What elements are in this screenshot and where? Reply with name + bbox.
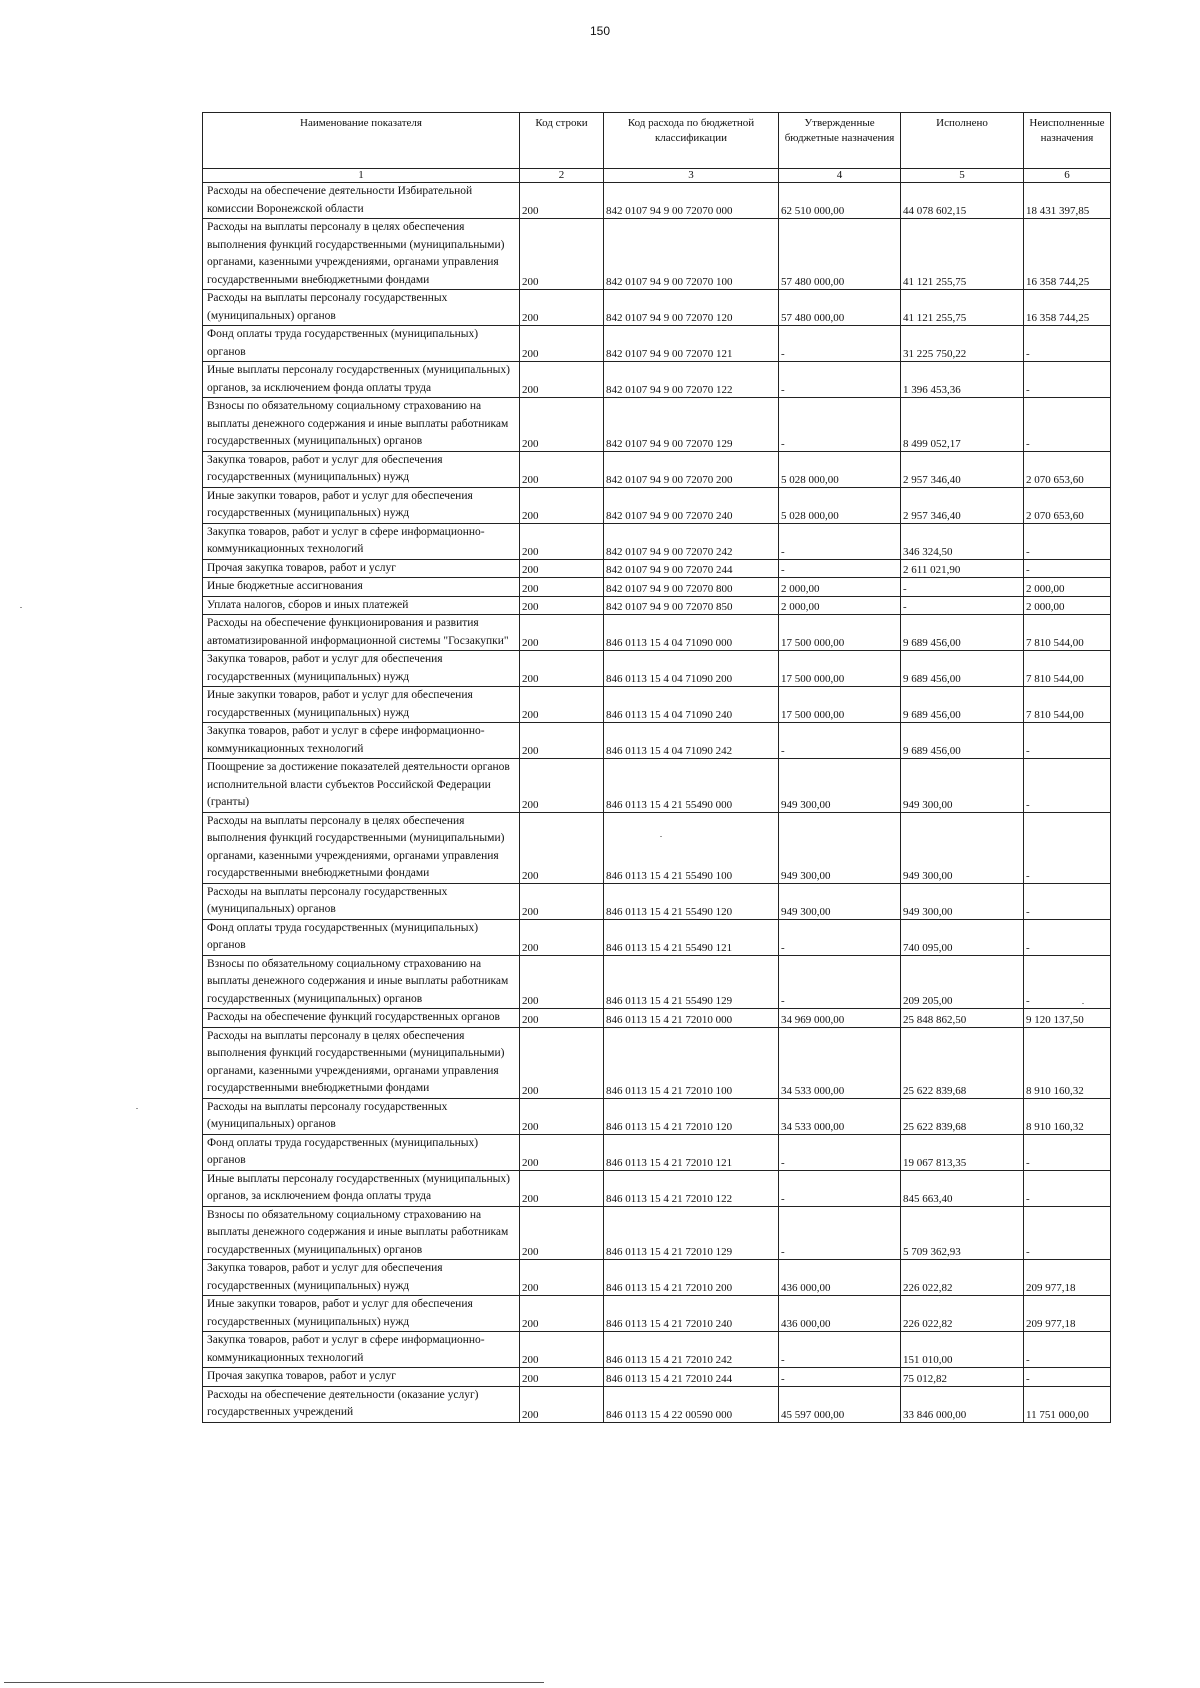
row-executed: 31 225 750,22 (901, 326, 1024, 362)
row-budget-code: 842 0107 94 9 00 72070 244 (604, 559, 779, 578)
row-name: Расходы на выплаты персоналу в целях обеспечения выполнения функций государственными (муниципальными) органами, казенными учреждениями, органами управления государственными внебюджетными фондами (203, 1027, 520, 1098)
row-approved: 17 500 000,00 (779, 615, 901, 651)
row-approved: - (779, 326, 901, 362)
header-line-code: Код строки (520, 113, 604, 169)
scan-speck (1082, 1003, 1084, 1004)
row-executed: 949 300,00 (901, 812, 1024, 883)
expenditure-table (202, 112, 1111, 1423)
table-row (203, 1098, 1111, 1134)
row-executed: 2 957 346,40 (901, 451, 1024, 487)
table-row (203, 1009, 1111, 1028)
row-executed: 9 689 456,00 (901, 615, 1024, 651)
row-line-code: 200 (520, 1260, 604, 1296)
row-executed: 845 663,40 (901, 1170, 1024, 1206)
column-number: 3 (604, 169, 779, 183)
table-row (203, 290, 1111, 326)
row-budget-code: 842 0107 94 9 00 72070 850 (604, 596, 779, 615)
row-name: Фонд оплаты труда государственных (муниципальных) органов (203, 326, 520, 362)
row-executed: 25 848 862,50 (901, 1009, 1024, 1028)
row-unexecuted: 7 810 544,00 (1024, 687, 1111, 723)
row-approved: - (779, 1368, 901, 1387)
row-line-code: 200 (520, 1386, 604, 1422)
table-row (203, 759, 1111, 813)
row-name: Закупка товаров, работ и услуг для обеспечения государственных (муниципальных) нужд (203, 651, 520, 687)
row-budget-code: 846 0113 15 4 21 72010 100 (604, 1027, 779, 1098)
row-line-code: 200 (520, 183, 604, 219)
row-budget-code: 846 0113 15 4 04 71090 200 (604, 651, 779, 687)
row-unexecuted: - (1024, 1368, 1111, 1387)
table-body (203, 183, 1111, 1423)
row-line-code: 200 (520, 219, 604, 290)
table-row (203, 615, 1111, 651)
row-line-code: 200 (520, 1134, 604, 1170)
row-line-code: 200 (520, 1027, 604, 1098)
row-budget-code: 846 0113 15 4 21 72010 242 (604, 1332, 779, 1368)
row-approved: 17 500 000,00 (779, 651, 901, 687)
row-name: Расходы на обеспечение деятельности Избирательной комиссии Воронежской области (203, 183, 520, 219)
table-row (203, 362, 1111, 398)
row-unexecuted: - (1024, 955, 1111, 1009)
page-number: 150 (589, 24, 611, 38)
row-approved: 34 533 000,00 (779, 1027, 901, 1098)
row-executed: 75 012,82 (901, 1368, 1024, 1387)
row-name: Иные закупки товаров, работ и услуг для обеспечения государственных (муниципальных) нужд (203, 687, 520, 723)
row-budget-code: 846 0113 15 4 21 72010 244 (604, 1368, 779, 1387)
table-row (203, 451, 1111, 487)
row-executed: 9 689 456,00 (901, 687, 1024, 723)
row-name: Фонд оплаты труда государственных (муниципальных) органов (203, 1134, 520, 1170)
row-unexecuted: - (1024, 723, 1111, 759)
row-executed: 209 205,00 (901, 955, 1024, 1009)
row-line-code: 200 (520, 759, 604, 813)
row-unexecuted: 2 070 653,60 (1024, 451, 1111, 487)
table-row (203, 883, 1111, 919)
row-line-code: 200 (520, 1332, 604, 1368)
row-approved: 949 300,00 (779, 883, 901, 919)
table-row (203, 1027, 1111, 1098)
row-name: Расходы на выплаты персоналу государственных (муниципальных) органов (203, 290, 520, 326)
row-executed: 740 095,00 (901, 919, 1024, 955)
row-unexecuted: 2 070 653,60 (1024, 487, 1111, 523)
column-number: 1 (203, 169, 520, 183)
bottom-rule (4, 1682, 544, 1683)
row-budget-code: 846 0113 15 4 21 72010 120 (604, 1098, 779, 1134)
row-name: Закупка товаров, работ и услуг в сфере информационно-коммуникационных технологий (203, 523, 520, 559)
row-executed: 226 022,82 (901, 1296, 1024, 1332)
row-executed: 1 396 453,36 (901, 362, 1024, 398)
row-unexecuted: - (1024, 883, 1111, 919)
row-budget-code: 846 0113 15 4 21 72010 000 (604, 1009, 779, 1028)
row-executed: 949 300,00 (901, 883, 1024, 919)
row-approved: 2 000,00 (779, 578, 901, 597)
row-name: Расходы на выплаты персоналу в целях обеспечения выполнения функций государственными (муниципальными) органами, казенными учреждениями, органами управления государственными внебюджетными фондами (203, 812, 520, 883)
row-executed: 949 300,00 (901, 759, 1024, 813)
table-row (203, 1386, 1111, 1422)
row-unexecuted: 18 431 397,85 (1024, 183, 1111, 219)
row-line-code: 200 (520, 615, 604, 651)
row-approved: 436 000,00 (779, 1296, 901, 1332)
column-number: 5 (901, 169, 1024, 183)
row-executed: 44 078 602,15 (901, 183, 1024, 219)
row-budget-code: 842 0107 94 9 00 72070 121 (604, 326, 779, 362)
row-name: Иные выплаты персоналу государственных (муниципальных) органов, за исключением фонда оплаты труда (203, 362, 520, 398)
row-approved: - (779, 1332, 901, 1368)
row-line-code: 200 (520, 687, 604, 723)
row-name: Иные закупки товаров, работ и услуг для обеспечения государственных (муниципальных) нужд (203, 487, 520, 523)
table-row (203, 1170, 1111, 1206)
row-unexecuted: 9 120 137,50 (1024, 1009, 1111, 1028)
row-executed: 5 709 362,93 (901, 1206, 1024, 1260)
row-unexecuted: - (1024, 919, 1111, 955)
table-row (203, 326, 1111, 362)
table-row (203, 523, 1111, 559)
header-row (203, 113, 1111, 169)
row-name: Закупка товаров, работ и услуг для обеспечения государственных (муниципальных) нужд (203, 451, 520, 487)
row-executed: 25 622 839,68 (901, 1098, 1024, 1134)
row-name: Прочая закупка товаров, работ и услуг (203, 1368, 520, 1387)
row-unexecuted: - (1024, 759, 1111, 813)
table-row (203, 1260, 1111, 1296)
row-unexecuted: - (1024, 812, 1111, 883)
row-executed: 346 324,50 (901, 523, 1024, 559)
row-line-code: 200 (520, 596, 604, 615)
table-row (203, 1368, 1111, 1387)
header-budget-code: Код расхода по бюджетной классификации (604, 113, 779, 169)
header-indicator-name: Наименование показателя (203, 113, 520, 169)
row-name: Взносы по обязательному социальному страхованию на выплаты денежного содержания и иные выплаты работникам государственных (муниципальных) органов (203, 1206, 520, 1260)
row-name: Закупка товаров, работ и услуг в сфере информационно-коммуникационных технологий (203, 1332, 520, 1368)
row-name: Расходы на выплаты персоналу в целях обеспечения выполнения функций государственными (муниципальными) органами, казенными учреждениями, органами управления государственными внебюджетными фондами (203, 219, 520, 290)
row-line-code: 200 (520, 326, 604, 362)
row-name: Расходы на выплаты персоналу государственных (муниципальных) органов (203, 1098, 520, 1134)
row-line-code: 200 (520, 1296, 604, 1332)
row-unexecuted: - (1024, 559, 1111, 578)
row-line-code: 200 (520, 883, 604, 919)
row-line-code: 200 (520, 812, 604, 883)
table-row (203, 596, 1111, 615)
row-budget-code: 846 0113 15 4 21 55490 000 (604, 759, 779, 813)
row-unexecuted: 16 358 744,25 (1024, 219, 1111, 290)
row-unexecuted: - (1024, 1206, 1111, 1260)
row-unexecuted: 209 977,18 (1024, 1260, 1111, 1296)
table-row (203, 578, 1111, 597)
row-name: Фонд оплаты труда государственных (муниципальных) органов (203, 919, 520, 955)
row-budget-code: 846 0113 15 4 21 72010 200 (604, 1260, 779, 1296)
row-unexecuted: 2 000,00 (1024, 596, 1111, 615)
row-unexecuted: 7 810 544,00 (1024, 651, 1111, 687)
table-row (203, 1134, 1111, 1170)
row-approved: 45 597 000,00 (779, 1386, 901, 1422)
row-approved: - (779, 559, 901, 578)
row-unexecuted: - (1024, 362, 1111, 398)
row-line-code: 200 (520, 398, 604, 452)
row-line-code: 200 (520, 1170, 604, 1206)
row-executed: 41 121 255,75 (901, 290, 1024, 326)
scan-speck (20, 607, 22, 608)
row-budget-code: 846 0113 15 4 21 55490 121 (604, 919, 779, 955)
table-row (203, 183, 1111, 219)
row-line-code: 200 (520, 919, 604, 955)
row-budget-code: 846 0113 15 4 21 55490 129 (604, 955, 779, 1009)
row-line-code: 200 (520, 955, 604, 1009)
column-number: 2 (520, 169, 604, 183)
row-approved: - (779, 723, 901, 759)
row-line-code: 200 (520, 723, 604, 759)
row-executed: 19 067 813,35 (901, 1134, 1024, 1170)
column-number: 6 (1024, 169, 1111, 183)
row-unexecuted: - (1024, 326, 1111, 362)
row-budget-code: 846 0113 15 4 21 72010 240 (604, 1296, 779, 1332)
table-row (203, 1206, 1111, 1260)
row-budget-code: 842 0107 94 9 00 72070 000 (604, 183, 779, 219)
row-approved: - (779, 1170, 901, 1206)
row-name: Расходы на обеспечение функционирования и развития автоматизированной информационной системы "Госзакупки" (203, 615, 520, 651)
row-approved: - (779, 1134, 901, 1170)
row-executed: 9 689 456,00 (901, 723, 1024, 759)
row-line-code: 200 (520, 487, 604, 523)
row-approved: 57 480 000,00 (779, 219, 901, 290)
row-budget-code: 842 0107 94 9 00 72070 242 (604, 523, 779, 559)
table-row (203, 559, 1111, 578)
row-budget-code: 846 0113 15 4 21 72010 122 (604, 1170, 779, 1206)
table-row (203, 919, 1111, 955)
row-budget-code: 842 0107 94 9 00 72070 800 (604, 578, 779, 597)
table-row (203, 1332, 1111, 1368)
row-unexecuted: 16 358 744,25 (1024, 290, 1111, 326)
header-approved: Утвержденные бюджетные назначения (779, 113, 901, 169)
row-name: Расходы на обеспечение функций государственных органов (203, 1009, 520, 1028)
row-executed: - (901, 578, 1024, 597)
row-line-code: 200 (520, 578, 604, 597)
row-unexecuted: 8 910 160,32 (1024, 1027, 1111, 1098)
row-unexecuted: 209 977,18 (1024, 1296, 1111, 1332)
row-budget-code: 846 0113 15 4 21 55490 120 (604, 883, 779, 919)
header-executed: Исполнено (901, 113, 1024, 169)
row-name: Взносы по обязательному социальному страхованию на выплаты денежного содержания и иные выплаты работникам государственных (муниципальных) органов (203, 398, 520, 452)
table-row (203, 219, 1111, 290)
row-name: Иные выплаты персоналу государственных (муниципальных) органов, за исключением фонда оплаты труда (203, 1170, 520, 1206)
row-budget-code: 846 0113 15 4 04 71090 240 (604, 687, 779, 723)
row-executed: 25 622 839,68 (901, 1027, 1024, 1098)
row-name: Прочая закупка товаров, работ и услуг (203, 559, 520, 578)
row-name: Иные закупки товаров, работ и услуг для обеспечения государственных (муниципальных) нужд (203, 1296, 520, 1332)
row-budget-code: 842 0107 94 9 00 72070 100 (604, 219, 779, 290)
row-executed: 41 121 255,75 (901, 219, 1024, 290)
row-name: Взносы по обязательному социальному страхованию на выплаты денежного содержания и иные выплаты работникам государственных (муниципальных) органов (203, 955, 520, 1009)
row-approved: 949 300,00 (779, 759, 901, 813)
row-line-code: 200 (520, 290, 604, 326)
row-budget-code: 846 0113 15 4 21 55490 100 (604, 812, 779, 883)
row-executed: 226 022,82 (901, 1260, 1024, 1296)
table-row (203, 1296, 1111, 1332)
row-name: Уплата налогов, сборов и иных платежей (203, 596, 520, 615)
row-name: Иные бюджетные ассигнования (203, 578, 520, 597)
row-unexecuted: 7 810 544,00 (1024, 615, 1111, 651)
row-unexecuted: 2 000,00 (1024, 578, 1111, 597)
row-budget-code: 846 0113 15 4 22 00590 000 (604, 1386, 779, 1422)
row-budget-code: 842 0107 94 9 00 72070 120 (604, 290, 779, 326)
row-approved: 34 533 000,00 (779, 1098, 901, 1134)
row-approved: 62 510 000,00 (779, 183, 901, 219)
table-row (203, 955, 1111, 1009)
row-line-code: 200 (520, 1009, 604, 1028)
row-line-code: 200 (520, 651, 604, 687)
row-executed: 151 010,00 (901, 1332, 1024, 1368)
row-unexecuted: - (1024, 1332, 1111, 1368)
row-budget-code: 846 0113 15 4 04 71090 242 (604, 723, 779, 759)
row-name: Расходы на обеспечение деятельности (оказание услуг) государственных учреждений (203, 1386, 520, 1422)
row-budget-code: 842 0107 94 9 00 72070 122 (604, 362, 779, 398)
row-approved: 17 500 000,00 (779, 687, 901, 723)
row-line-code: 200 (520, 1098, 604, 1134)
row-approved: 2 000,00 (779, 596, 901, 615)
row-unexecuted: 8 910 160,32 (1024, 1098, 1111, 1134)
row-line-code: 200 (520, 1206, 604, 1260)
row-approved: - (779, 1206, 901, 1260)
table-row (203, 487, 1111, 523)
scan-speck (136, 1108, 138, 1109)
row-budget-code: 842 0107 94 9 00 72070 129 (604, 398, 779, 452)
row-name: Закупка товаров, работ и услуг для обеспечения государственных (муниципальных) нужд (203, 1260, 520, 1296)
table-row (203, 398, 1111, 452)
column-number-row (203, 169, 1111, 183)
row-budget-code: 846 0113 15 4 21 72010 129 (604, 1206, 779, 1260)
row-line-code: 200 (520, 451, 604, 487)
row-approved: - (779, 523, 901, 559)
row-line-code: 200 (520, 362, 604, 398)
row-line-code: 200 (520, 559, 604, 578)
table-row (203, 687, 1111, 723)
row-approved: 34 969 000,00 (779, 1009, 901, 1028)
row-name: Поощрение за достижение показателей деятельности органов исполнительной власти субъектов Российской Федерации (гранты) (203, 759, 520, 813)
row-budget-code: 842 0107 94 9 00 72070 240 (604, 487, 779, 523)
row-approved: - (779, 362, 901, 398)
table-row (203, 651, 1111, 687)
row-unexecuted: - (1024, 398, 1111, 452)
table-row (203, 723, 1111, 759)
row-approved: 5 028 000,00 (779, 487, 901, 523)
row-approved: 57 480 000,00 (779, 290, 901, 326)
row-approved: - (779, 398, 901, 452)
row-approved: - (779, 955, 901, 1009)
row-name: Расходы на выплаты персоналу государственных (муниципальных) органов (203, 883, 520, 919)
scan-speck (660, 836, 662, 837)
row-budget-code: 842 0107 94 9 00 72070 200 (604, 451, 779, 487)
row-unexecuted: - (1024, 523, 1111, 559)
row-approved: 5 028 000,00 (779, 451, 901, 487)
row-executed: 8 499 052,17 (901, 398, 1024, 452)
row-executed: - (901, 596, 1024, 615)
row-executed: 2 611 021,90 (901, 559, 1024, 578)
row-approved: 436 000,00 (779, 1260, 901, 1296)
row-budget-code: 846 0113 15 4 04 71090 000 (604, 615, 779, 651)
column-number: 4 (779, 169, 901, 183)
row-executed: 2 957 346,40 (901, 487, 1024, 523)
row-line-code: 200 (520, 523, 604, 559)
row-unexecuted: 11 751 000,00 (1024, 1386, 1111, 1422)
row-unexecuted: - (1024, 1170, 1111, 1206)
row-executed: 9 689 456,00 (901, 651, 1024, 687)
row-approved: - (779, 919, 901, 955)
row-line-code: 200 (520, 1368, 604, 1387)
row-budget-code: 846 0113 15 4 21 72010 121 (604, 1134, 779, 1170)
row-name: Закупка товаров, работ и услуг в сфере информационно-коммуникационных технологий (203, 723, 520, 759)
row-approved: 949 300,00 (779, 812, 901, 883)
header-unexecuted: Неисполненные назначения (1024, 113, 1111, 169)
row-unexecuted: - (1024, 1134, 1111, 1170)
table-row (203, 812, 1111, 883)
row-executed: 33 846 000,00 (901, 1386, 1024, 1422)
